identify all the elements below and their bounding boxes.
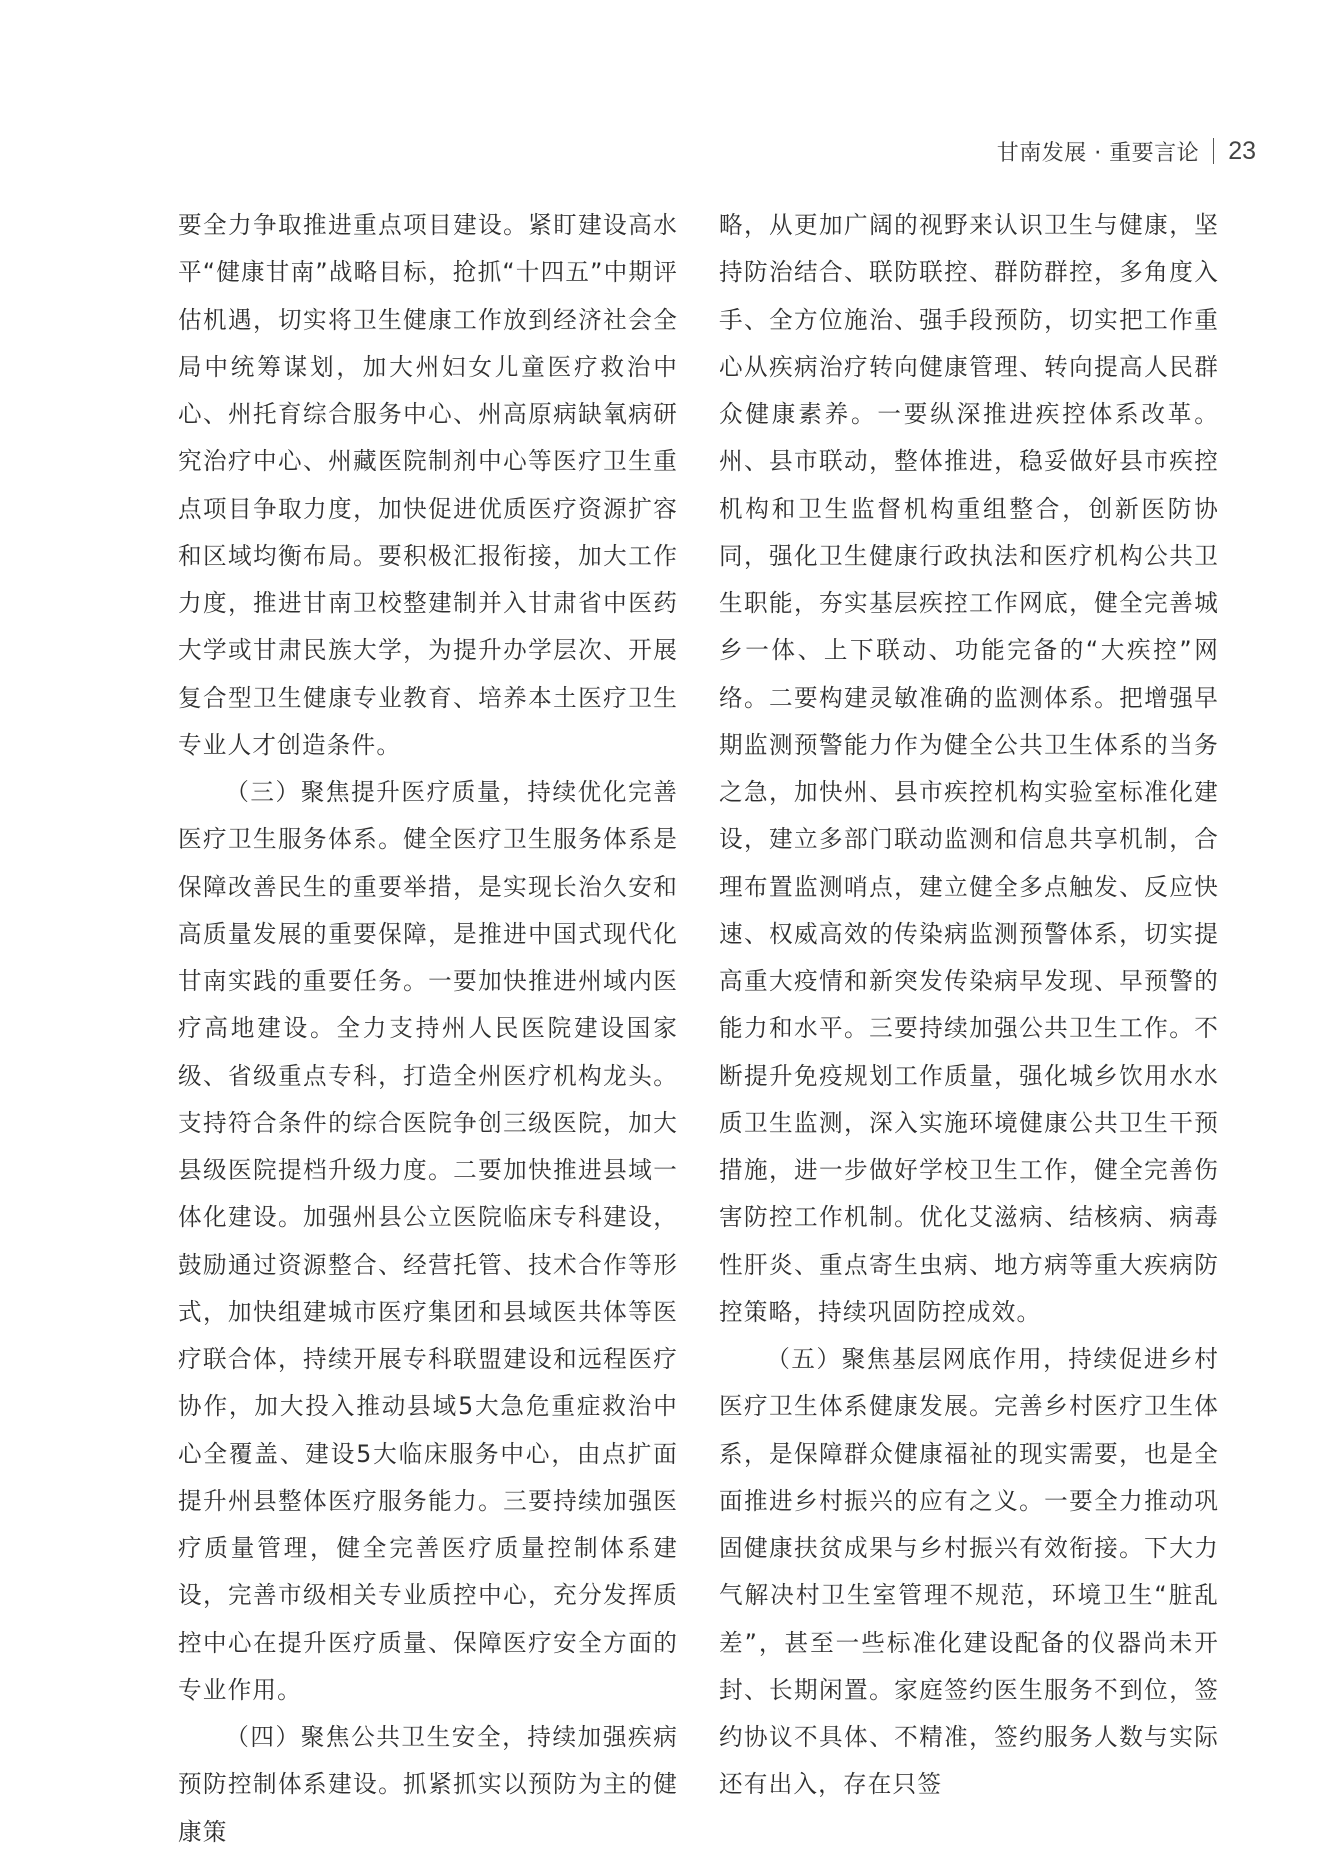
running-header xyxy=(997,136,1256,166)
right-text-column xyxy=(719,202,1219,1809)
page-number: 23 xyxy=(1228,136,1256,165)
body-paragraph: （三）聚焦提升医疗质量，持续优化完善医疗卫生服务体系。健全医疗卫生服务体系是保障改善民生的重要举措，是实现长治久安和高质量发展的重要保障，是推进中国式现代化甘南实践的重要任务。一要加快推进州域内医疗高地建设。全力支持州人民医院建设国家级、省级重点专科，打造全州医疗机构龙头。支持符合条件的综合医院争创三级医院，加大县级医院提档升级力度。二要加快推进县域一体化建设。加强州县公立医院临床专科建设，鼓励通过资源整合、经营托管、技术合作等形式，加快组建城市医疗集团和县域医共体等医疗联合体，持续开展专科联盟建设和远程医疗协作，加大投入推动县域5大急危重症救治中心全覆盖、建设5大临床服务中心，由点扩面提升州县整体医疗服务能力。三要持续加强医疗质量管理，健全完善医疗质量控制体系建设，完善市级相关专业质控中心，充分发挥质控中心在提升医疗质量、保障医疗安全方面的专业作用。 xyxy=(178,778,678,1704)
body-paragraph: （五）聚焦基层网底作用，持续促进乡村医疗卫生体系健康发展。完善乡村医疗卫生体系，是保障群众健康福祉的现实需要，也是全面推进乡村振兴的应有之义。一要全力推动巩固健康扶贫成果与乡村振兴有效衔接。下大力气解决村卫生室管理不规范，环境卫生“脏乱差”，甚至一些标准化建设配备的仪器尚未开封、长期闲置。家庭签约医生服务不到位，签约协议不具体、不精准，签约服务人数与实际还有出入，存在只签 xyxy=(719,1345,1219,1799)
body-paragraph: （四）聚焦公共卫生安全，持续加强疾病预防控制体系建设。抓紧抓实以预防为主的健康策 xyxy=(178,1723,678,1846)
body-paragraph: 要全力争取推进重点项目建设。紧盯建设高水平“健康甘南”战略目标，抢抓“十四五”中期评估机遇，切实将卫生健康工作放到经济社会全局中统筹谋划，加大州妇女儿童医疗救治中心、州托育综合服务中心、州高原病缺氧病研究治疗中心、州藏医院制剂中心等医疗卫生重点项目争取力度，加快促进优质医疗资源扩容和区域均衡布局。要积极汇报衔接，加大工作力度，推进甘南卫校整建制并入甘肃省中医药大学或甘肃民族大学，为提升办学层次、开展复合型卫生健康专业教育、培养本土医疗卫生专业人才创造条件。 xyxy=(178,211,678,759)
section-title: 甘南发展 · 重要言论 xyxy=(996,140,1200,166)
body-paragraph: 略，从更加广阔的视野来认识卫生与健康，坚持防治结合、联防联控、群防群控，多角度入手、全方位施治、强手段预防，切实把工作重心从疾病治疗转向健康管理、转向提高人民群众健康素养。一要纵深推进疾控体系改革。州、县市联动，整体推进，稳妥做好县市疾控机构和卫生监督机构重组整合，创新医防协同，强化卫生健康行政执法和医疗机构公共卫生职能，夯实基层疾控工作网底，健全完善城乡一体、上下联动、功能完备的“大疾控”网络。二要构建灵敏准确的监测体系。把增强早期监测预警能力作为健全公共卫生体系的当务之急，加快州、县市疾控机构实验室标准化建设，建立多部门联动监测和信息共享机制，合理布置监测哨点，建立健全多点触发、反应快速、权威高效的传染病监测预警体系，切实提高重大疫情和新突发传染病早发现、早预警的能力和水平。三要持续加强公共卫生工作。不断提升免疫规划工作质量，强化城乡饮用水水质卫生监测，深入实施环境健康公共卫生干预措施，进一步做好学校卫生工作，健全完善伤害防控工作机制。优化艾滋病、结核病、病毒性肝炎、重点寄生虫病、地方病等重大疾病防控策略，持续巩固防控成效。 xyxy=(719,211,1219,1326)
header-divider xyxy=(1213,138,1214,164)
left-text-column xyxy=(178,202,678,1856)
